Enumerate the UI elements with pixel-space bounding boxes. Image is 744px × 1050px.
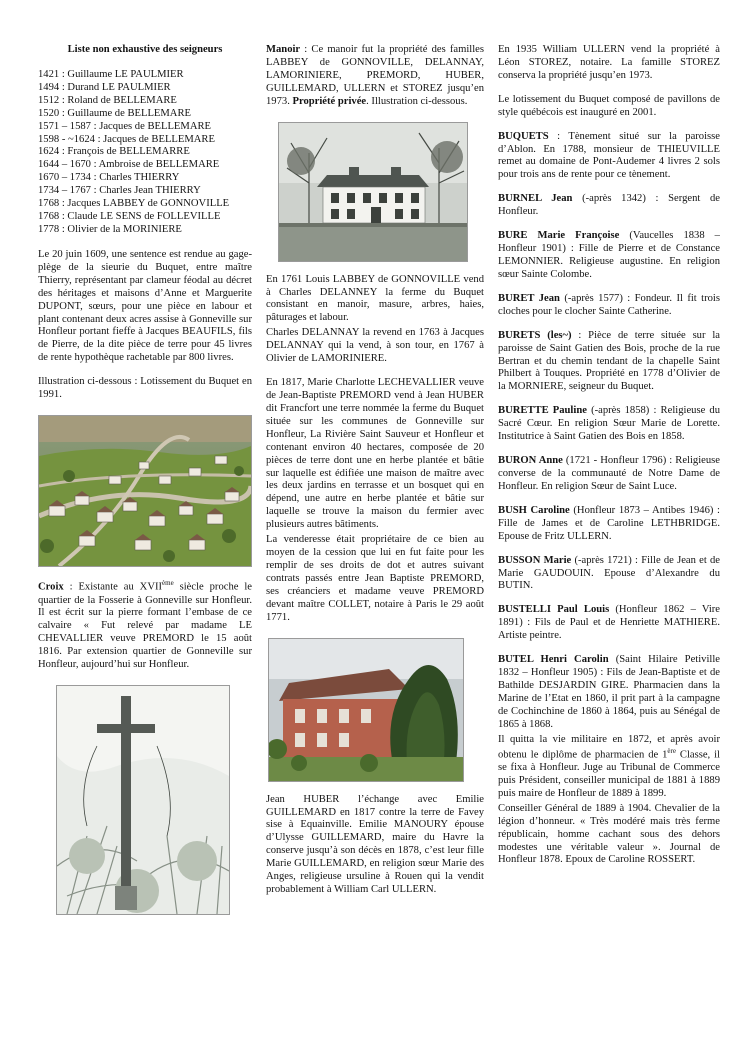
column-3 [498, 44, 720, 1030]
lord-entry: 1778 : Olivier de la MORINIERE [38, 223, 182, 235]
entry-burnel: BURNEL Jean (-après 1342) : Sergent de Honfleur. [498, 193, 720, 218]
lord-entry: 1734 – 1767 : Charles Jean THIERRY [38, 185, 201, 197]
private-property-label: Propriété privée [292, 95, 367, 107]
entry-butel-career: Il quitta la vie militaire en 1872, et après avoir obtenu le diplôme de pharmacien de 1ère Classe, il se fixa à Honfleur. Juge au Tribunal de Commerce puis Président, conseiller municipal de 1881 à 1889 puis maire de Honfleur de 1889 à 1899. [498, 733, 720, 799]
entry-buquets: BUQUETS : Tènement situé sur la paroisse d’Ablon. En 1788, monsieur de THIEUVILLE remet au domaine de Pont-Audemer 4 livres 2 sols pour trois ans de rente pour ce tènement. [498, 130, 720, 181]
entry-busson: BUSSON Marie (-après 1721) : Fille de Jean et de Marie GAUDOUIN. Epouse d’Alexandre du BUTIN. [498, 554, 720, 592]
lord-entry: 1520 : Guillaume de BELLEMARE [38, 107, 191, 119]
manor-house-photo [278, 122, 468, 262]
lord-entry: 1644 – 1670 : Ambroise de BELLEMARE [38, 159, 220, 171]
lord-entry: 1421 : Guillaume LE PAULMIER [38, 68, 184, 80]
column-1 [38, 44, 252, 1030]
aerial-housing-photo [38, 415, 252, 567]
paragraph-venderesse: La venderesse était propriétaire de ce bien au moyen de la cession que lui en fut faite pour les remplir de ses droits de dot et autres suivant contrats passés entre Jean Baptiste PREMORD, ses créanciers et madame veuve PREMORD devant maître COLLET, notaire à Paris le 29 août 1771. [266, 534, 484, 623]
entry-butel-honours: Conseiller Général de 1889 à 1904. Chevalier de la légion d’honneur. « Très modéré mais très ferme républicain, homme cachant sous des dehors modestes une véritable valeur ». Journal de Honfleur 1878. Epoux de Caroline ROSSERT. [498, 802, 720, 866]
lord-entry: 1571 – 1587 : Jacques de BELLEMARE [38, 120, 212, 132]
paragraph-1763: Charles DELANNAY la revend en 1763 à Jacques DELANNAY qui la vend, à son tour, en 1767 à Olivier de LAMORINIERE. [266, 327, 484, 365]
paragraph-1761: En 1761 Louis LABBEY de GONNOVILLE vend à Charles DELANNEY la ferme du Buquet consistant en manoir, masure, arbres, haies, pâturages et labour. [266, 273, 484, 324]
lord-entry: 1768 : Jacques LABBEY de GONNOVILLE [38, 198, 230, 210]
paragraph-1935: En 1935 William ULLERN vend la propriété à Léon STOREZ, notaire. La famille STOREZ conserva la propriété jusqu’en 1973. [498, 44, 720, 81]
manor-garden-photo [268, 638, 464, 782]
lord-entry: 1494 : Durand LE PAULMIER [38, 81, 171, 93]
manoir-term: Manoir [266, 44, 301, 55]
lord-entry: 1598 - ~1624 : Jacques de BELLEMARE [38, 133, 215, 145]
illustration-caption: Illustration ci-dessous : Lotissement du Buquet en 1991. [38, 376, 252, 401]
lord-entry: 1670 – 1734 : Charles THIERRY [38, 172, 180, 184]
entry-burette: BURETTE Pauline (-après 1858) : Religieuse du Sacré Cœur. En religion Sœur Marie de Lorette. Institutrice à Saint Gatien des Bois en 1858. [498, 405, 721, 443]
column-2 [266, 44, 484, 1030]
entry-buron: BURON Anne (1721 - Honfleur 1796) : Religieuse converse de la communauté de Notre Dame de Honfleur. En religion Sœur de Saint Luce. [498, 455, 720, 492]
entry-butel: BUTEL Henri Carolin (Saint Hilaire Petiville 1832 – Honfleur 1905) : Fils de Jean-Baptiste et de Bathilde DESJARDIN GIRE. Pharmacien dans la Marine de l’Etat en 1860, il prit part à la campagne de Cochinchine de 1860 à 1864, puis au Sénégal de 1865 à 1868. [498, 654, 720, 730]
entry-bure: BURE Marie Françoise (Vaucelles 1838 – Honfleur 1901) : Fille de Pierre et de Constance LEMONNIER. Religieuse augustine. En religion sœur Sainte Colombe. [498, 230, 720, 280]
calvary-cross-photo [56, 685, 230, 915]
manoir-paragraph: Manoir : Ce manoir fut la propriété des familles LABBEY de GONNOVILLE, DELANNAY, LAMORINIERE, PREMORD, HUBER, GUILLEMARD, ULLERN et STOREZ jusqu’en 1973. Propriété privée. Illustration ci-dessous. [266, 44, 484, 107]
entry-bustelli: BUSTELLI Paul Louis (Honfleur 1862 – Vire 1891) : Fils de Paul et de Henriette MATHIERE. Artiste peintre. [498, 604, 721, 642]
entry-burets: BURETS (les~) : Pièce de terre située sur la paroisse de Saint Gatien des Bois, proche de la rue Bertran et du chemin tendant de la chapelle Saint Philbert à Touques. Propriété en 1778 d’Olivier de la MORNIERE, seigneur du Buquet. [498, 329, 720, 393]
croix-term: Croix [38, 581, 64, 593]
paragraph-huber: Jean HUBER l’échange avec Emilie GUILLEMARD en 1817 contre la terre de Favey sise à Equainville. Emilie MANOURY épouse d’Ulysse GUILLEMARD, maire du Havre la conserve jusqu’à son décès en 1878, c’est leur fille Marie GUILLEMARD, en religion sœur Marie des Anges, religieuse ursuline à Rouen qui la vendit probablement à William Carl ULLERN. [266, 793, 484, 896]
croix-paragraph: Croix : Existante au XVIIème siècle proche le quartier de la Fosserie à Gonneville sur Honfleur. Il est écrit sur la pierre formant l’embase de ce calvaire « Fut relevé par madame LE CHEVALLIER veuve PREMORD le 15 août 1816. Par extension quartier de Gonneville sur Honfleur, aujourd’hui sur Honfleur. [38, 579, 252, 671]
paragraph-1817: En 1817, Marie Charlotte LECHEVALLIER veuve de Jean-Baptiste PREMORD vend à Jean HUBER dit Francfort une terre nommée la ferme du Buquet située sur les communes de Gonneville sur Honfleur, La Rivière Saint Sauveur et Honfleur et contenant environ 40 hectares, composée de 20 pièces de terre dont une en herbe plantée et bâtie sur laquelle est édifiée une maison de maître avec les deux jardins en terrasse et un bosquet qui en dépend, une autre en herbe plantée et bâtie sur laquelle se trouve la maison du fermier avec plusieurs autres bâtiments. [266, 377, 484, 531]
lords-list-title: Liste non exhaustive des seigneurs [67, 44, 223, 55]
entry-buret: BURET Jean (-après 1577) : Fondeur. Il fit trois cloches pour le clocher Sainte Catherine. [498, 292, 720, 317]
paragraph-1609: Le 20 juin 1609, une sentence est rendue au gage-plège de la sieurie du Buquet, entre maître Thierry, représentant par clameur féodal au décret des héritages et maisons d’Anne et Marguerite DUPONT, sœurs, pour une pièce en labour et plant contenant deux acres assise à Gonneville sur Honfleur portant fieffe à Jacques BEAUFILS, fils de Pierre, de la dite pièce de terre pour 45 livres de rente hypothèque rachetable par 800 livres. [38, 248, 252, 364]
paragraph-lotissement: Le lotissement du Buquet composé de pavillons de style québécois est inauguré en 2001. [498, 93, 720, 118]
lords-list [38, 69, 252, 237]
lord-entry: 1624 : François de BELLEMARRE [38, 146, 190, 158]
lord-entry: 1512 : Roland de BELLEMARE [38, 94, 177, 106]
lord-entry: 1768 : Claude LE SENS de FOLLEVILLE [38, 211, 221, 223]
entry-bush: BUSH Caroline (Honfleur 1873 – Antibes 1946) : Fille de James et de Caroline LETHBRIDGE. Epouse de Fritz ULLERN. [498, 504, 720, 542]
